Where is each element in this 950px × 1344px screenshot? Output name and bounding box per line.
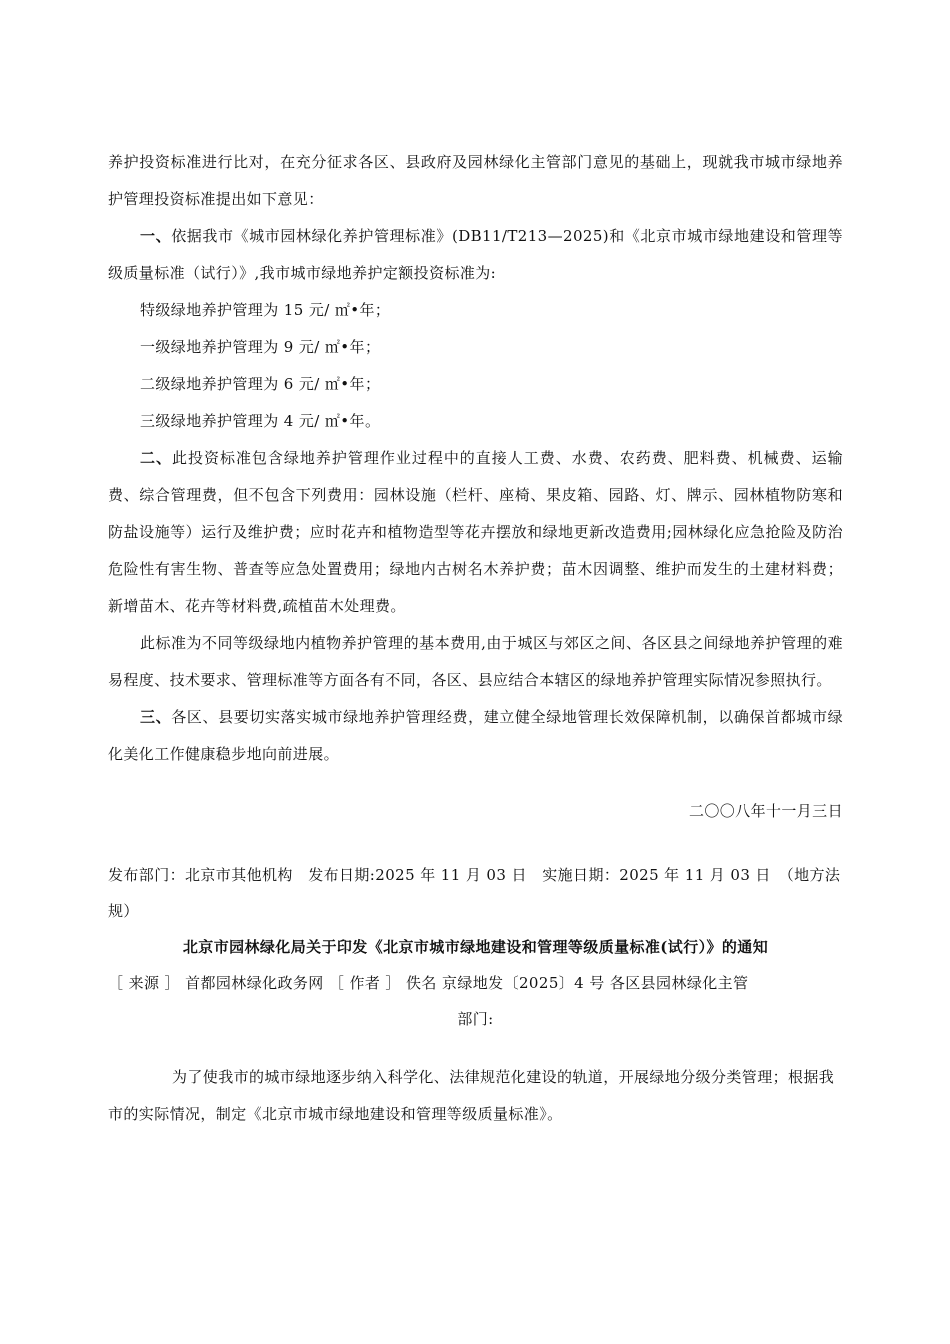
item-2-paragraph bbox=[108, 440, 843, 625]
note-paragraph: 此标准为不同等级绿地内植物养护管理的基本费用,由于城区与郊区之间、各区县之间绿地养护管理的难易程度、技术要求、管理标准等方面各有不同，各区、县应结合本辖区的绿地养护管理实际情况参照执行。 bbox=[108, 634, 843, 689]
source-label: ［ 来源 ］ bbox=[108, 974, 180, 992]
item-1-paragraph bbox=[108, 218, 843, 292]
signature-date: 二〇〇八年十一月三日 bbox=[688, 802, 843, 820]
document-page bbox=[108, 144, 843, 1133]
item-3-text: 各区、县要切实落实城市绿地养护管理经费，建立健全绿地管理长效保障机制，以确保首都城市绿化美化工作健康稳步地向前进展。 bbox=[108, 708, 843, 763]
item-2-number: 二、 bbox=[140, 449, 172, 467]
notice-body: 为了使我市的城市绿地逐步纳入科学化、法律规范化建设的轨道，开展绿地分级分类管理；根据我市的实际情况，制定《北京市城市绿地建设和管理等级质量标准》。 bbox=[108, 1068, 835, 1123]
item-1-number: 一、 bbox=[140, 227, 172, 245]
addressee-part-1: 各区县园林绿化主管 bbox=[609, 974, 749, 992]
rate-third: 三级绿地养护管理为 4 元/ ㎡•年。 bbox=[140, 412, 381, 430]
item-1-text: 依据我市《城市园林绿化养护管理标准》(DB11/T213—2025)和《北京市城市绿地建设和管理等级质量标准（试行）》,我市城市绿地养护定额投资标准为: bbox=[108, 227, 843, 282]
author-value: 佚名 bbox=[406, 974, 437, 992]
author-label: ［ 作者 ］ bbox=[328, 974, 401, 992]
item-2-text: 此投资标准包含绿地养护管理作业过程中的直接人工费、水费、农药费、肥料费、机械费、运输费、综合管理费，但不包含下列费用：园林设施（栏杆、座椅、果皮箱、园路、灯、牌示、园林植物防寒和防盐设施等）运行及维护费；应时花卉和植物造型等花卉摆放和绿地更新改造费用;园林绿化应急抢险及防治危险性有害生物、普查等应急处置费用；绿地内古树名木养护费；苗木因调整、维护而发生的土建材料费；新增苗木、花卉等材料费,疏植苗木处理费。 bbox=[108, 449, 843, 615]
source-value: 首都园林绿化政务网 bbox=[185, 974, 324, 992]
notice-title: 北京市园林绿化局关于印发《北京市城市绿地建设和管理等级质量标准(试行）》的通知 bbox=[182, 938, 769, 956]
rate-special: 特级绿地养护管理为 15 元/ ㎡•年； bbox=[140, 301, 391, 319]
item-3-number: 三、 bbox=[140, 708, 172, 726]
notice-source-line bbox=[108, 965, 843, 1001]
rate-second: 二级绿地养护管理为 6 元/ ㎡•年； bbox=[140, 375, 381, 393]
publication-meta: 发布部门：北京市其他机构 发布日期:2025 年 11 月 03 日 实施日期：2025 年 11 月 03 日 （地方法规） bbox=[108, 866, 841, 920]
item-3-paragraph bbox=[108, 699, 843, 773]
intro-paragraph: 养护投资标准进行比对，在充分征求各区、县政府及园林绿化主管部门意见的基础上，现就我市城市绿地养护管理投资标准提出如下意见： bbox=[108, 153, 843, 208]
addressee-part-2: 部门: bbox=[457, 1010, 494, 1028]
rate-first: 一级绿地养护管理为 9 元/ ㎡•年； bbox=[140, 338, 381, 356]
document-number: 京绿地发〔2025〕4 号 bbox=[441, 974, 605, 992]
